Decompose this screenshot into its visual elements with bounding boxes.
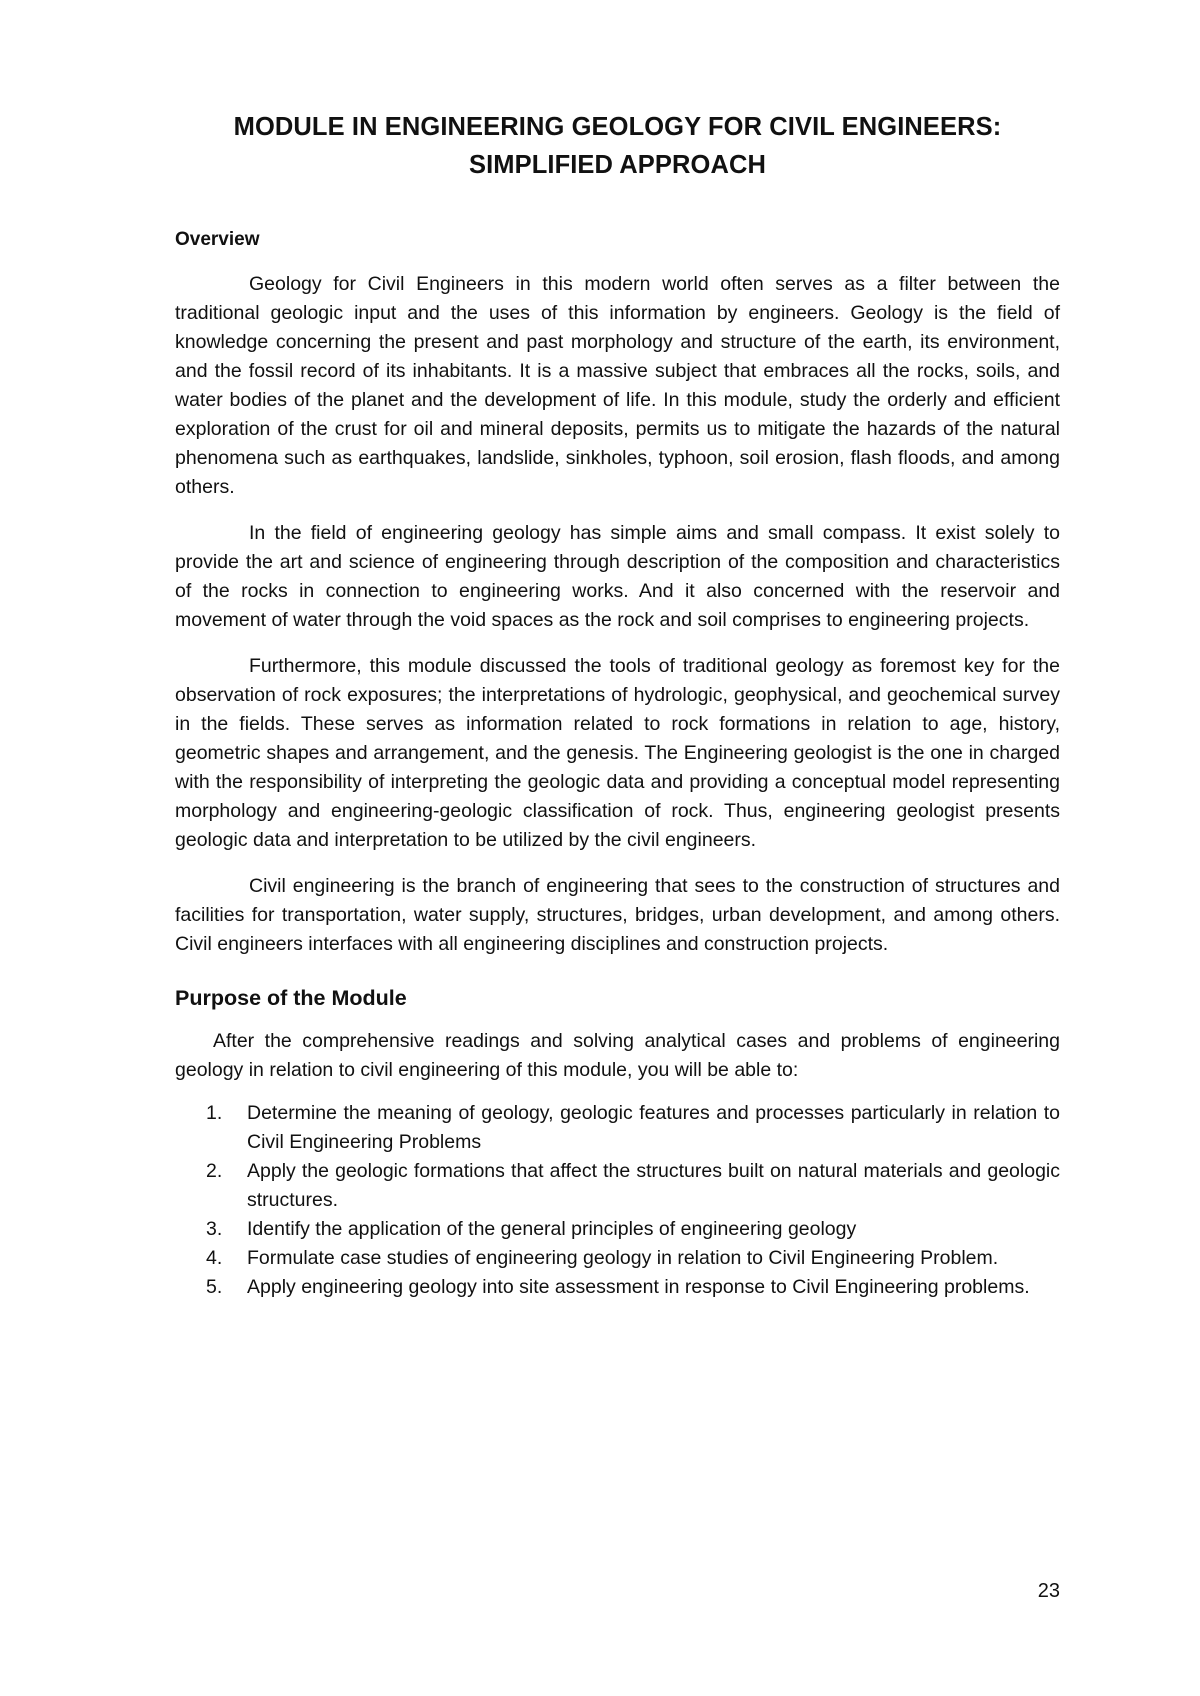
overview-paragraph-4: Civil engineering is the branch of engineering that sees to the construction of structures and facilities for transportation, water supply, structures, bridges, urban development, and among others. Civil engineers interfaces with all engineering disciplines and construction projects. — [175, 875, 1060, 955]
purpose-intro: After the comprehensive readings and solving analytical cases and problems of engineering geology in relation to civil engineering of this module, you will be able to: — [175, 1030, 1060, 1081]
title-line-2: SIMPLIFIED APPROACH — [468, 151, 767, 179]
objective-text: Apply the geologic formations that affect the structures built on natural materials and geologic structures. — [247, 1160, 1060, 1211]
objective-item — [175, 1244, 1060, 1273]
objective-number: 4. — [206, 1247, 223, 1269]
objective-number: 3. — [206, 1218, 223, 1240]
document-page — [175, 108, 1060, 1668]
objective-item — [175, 1099, 1060, 1157]
objective-item — [175, 1273, 1060, 1302]
objective-text: Apply engineering geology into site assessment in response to Civil Engineering problems. — [247, 1276, 1030, 1298]
objective-text: Determine the meaning of geology, geologic features and processes particularly in relation to Civil Engineering Problems — [247, 1102, 1060, 1153]
page-number: 23 — [1037, 1580, 1060, 1602]
purpose-heading: Purpose of the Module — [175, 986, 407, 1010]
overview-heading: Overview — [175, 229, 260, 250]
overview-paragraph-2: In the field of engineering geology has simple aims and small compass. It exist solely to provide the art and science of engineering through description of the composition and characteristics of the rocks in connection to engineering works. And it also concerned with the reservoir and movement of water through the void spaces as the rock and soil comprises to engineering projects. — [175, 522, 1060, 631]
document-title — [175, 108, 1060, 184]
objectives-list — [175, 1099, 1060, 1302]
overview-paragraph-1: Geology for Civil Engineers in this modern world often serves as a filter between the traditional geologic input and the uses of this information by engineers. Geology is the field of knowledge concerning the present and past morphology and structure of the earth, its environment, and the fossil record of its inhabitants. It is a massive subject that embraces all the rocks, soils, and water bodies of the planet and the development of life. In this module, study the orderly and efficient exploration of the crust for oil and mineral deposits, permits us to mitigate the hazards of the natural phenomena such as earthquakes, landslide, sinkholes, typhoon, soil erosion, flash floods, and among others. — [175, 273, 1060, 498]
objective-text: Identify the application of the general principles of engineering geology — [247, 1218, 857, 1240]
objective-number: 2. — [206, 1160, 223, 1182]
objective-number: 5. — [206, 1276, 223, 1298]
title-line-1: MODULE IN ENGINEERING GEOLOGY FOR CIVIL ENGINEERS: — [233, 113, 1002, 141]
objective-item — [175, 1157, 1060, 1215]
overview-paragraph-3: Furthermore, this module discussed the tools of traditional geology as foremost key for the observation of rock exposures; the interpretations of hydrologic, geophysical, and geochemical survey in the fields. These serves as information related to rock formations in relation to age, history, geometric shapes and arrangement, and the genesis. The Engineering geologist is the one in charged with the responsibility of interpreting the geologic data and providing a conceptual model representing morphology and engineering-geologic classification of rock. Thus, engineering geologist presents geologic data and interpretation to be utilized by the civil engineers. — [175, 655, 1060, 851]
objective-item — [175, 1215, 1060, 1244]
objective-number: 1. — [206, 1102, 223, 1124]
objective-text: Formulate case studies of engineering geology in relation to Civil Engineering Problem. — [247, 1247, 999, 1269]
